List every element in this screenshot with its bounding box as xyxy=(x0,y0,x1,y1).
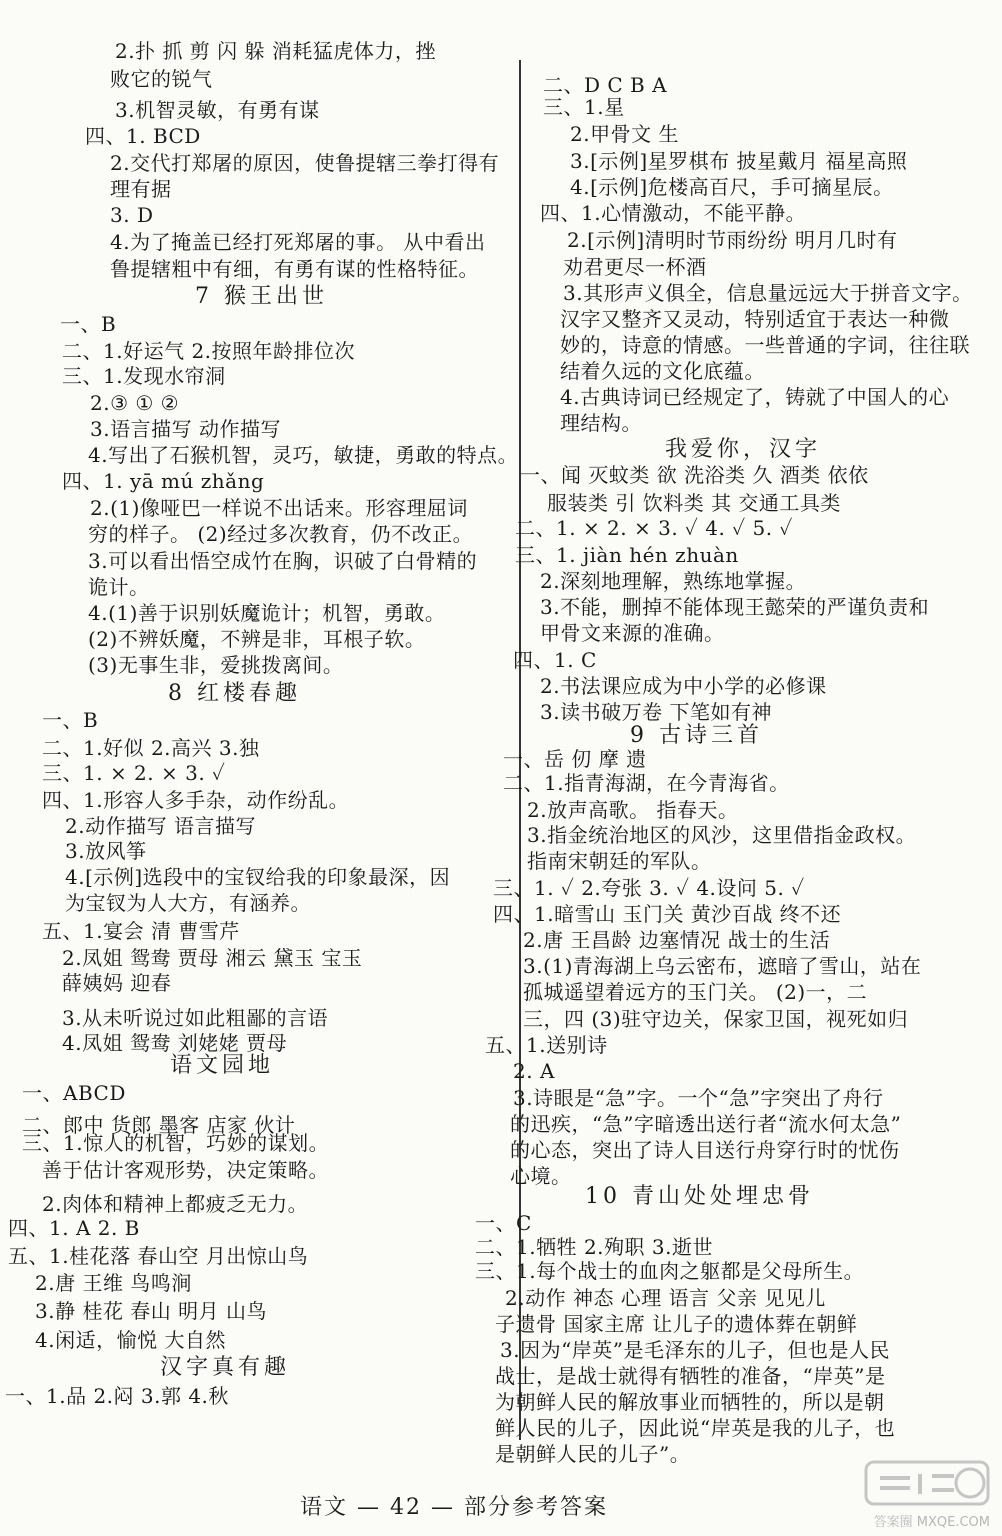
answer-line: 二、1.好运气 2.按照年龄排位次 xyxy=(62,339,356,363)
page-footer: 语文 — 42 — 部分参考答案 xyxy=(300,1495,608,1520)
section-heading: 8 红楼春趣 xyxy=(168,681,301,706)
answer-line: 2.深刻地理解，熟练地掌握。 xyxy=(540,569,807,593)
answer-line: 五、1.宴会 清 曹雪芹 xyxy=(42,919,240,943)
answer-line: 3.语言描写 动作描写 xyxy=(90,417,281,441)
answer-line: 战士，是战士就得有牺牲的准备，“岸英”是 xyxy=(495,1364,886,1388)
answer-line: 三，四 (3)驻守边关，保家卫国，视死如归 xyxy=(523,1007,909,1031)
answer-line: 四、1.暗雪山 玉门关 黄沙百战 终不还 xyxy=(493,902,842,926)
answer-line: 三、1. × 2. × 3. ✓ xyxy=(42,761,226,785)
answer-line: 鲜人民的儿子，因此说“岸英是我的儿子，也 xyxy=(495,1416,896,1440)
answer-line: 子遗骨 国家主席 让儿子的遗体葬在朝鲜 xyxy=(495,1312,858,1336)
answer-line: 劝君更尽一杯酒 xyxy=(563,255,707,279)
answer-line: 3.[示例]星罗棋布 披星戴月 福星高照 xyxy=(570,149,908,173)
answer-line: 4.写出了石猴机智，灵巧，敏捷，勇敢的特点。 xyxy=(88,443,519,467)
answer-line: 4.[示例]危楼高百尺，手可摘星辰。 xyxy=(570,175,894,199)
answer-line: 五、1.桂花落 春山空 月出惊山鸟 xyxy=(8,1244,309,1268)
answer-line: 甲骨文来源的准确。 xyxy=(540,621,725,645)
answer-line: 二、D C B A xyxy=(543,73,668,97)
answer-line: 败它的锐气 xyxy=(110,67,213,91)
answer-line: 4.(1)善于识别妖魔诡计；机智，勇敢。 xyxy=(88,601,446,625)
answer-line: 的迅疾，“急”字暗透出送行者“流水何太急” xyxy=(510,1112,902,1136)
answer-line: 为朝鲜人民的解放事业而牺牲的，所以是朝 xyxy=(495,1390,885,1414)
answer-line: 四、1.形容人多手杂，动作纷乱。 xyxy=(42,788,350,812)
answer-line: 一、闻 灭蚊类 欲 洗浴类 久 酒类 依依 xyxy=(520,463,869,487)
section-heading: 语文园地 xyxy=(170,1053,275,1078)
answer-line: 2. A xyxy=(513,1059,555,1083)
answer-line: 2.甲骨文 生 xyxy=(570,122,679,146)
answer-line: 的心态，突出了诗人目送行舟穿行时的忧伤 xyxy=(510,1138,900,1162)
section-heading: 9 古诗三首 xyxy=(630,723,763,748)
answer-line: 三、1. ✓ 2.夸张 3. ✓ 4.设问 5. ✓ xyxy=(493,876,805,900)
answer-line: 2.扑 抓 剪 闪 躲 消耗猛虎体力，挫 xyxy=(115,39,436,63)
answer-line: 薛姨妈 迎春 xyxy=(62,971,172,995)
answer-line: 结着久远的文化底蕴。 xyxy=(560,359,765,383)
answer-line: 三、1.每个战士的血肉之躯都是父母所生。 xyxy=(475,1259,865,1283)
answer-line: (3)无事生非，爱挑拨离间。 xyxy=(88,653,344,677)
answer-line: 二、郎中 货郎 墨客 店家 伙计 xyxy=(22,1113,296,1137)
answer-line: 孤城遥望着远方的玉门关。 (2)一，二 xyxy=(523,980,868,1004)
answer-line: 五、1.送别诗 xyxy=(485,1033,608,1057)
section-heading: 7 猴王出世 xyxy=(195,284,328,309)
answer-line: 3.(1)青海湖上乌云密布，遮暗了雪山，站在 xyxy=(523,954,922,978)
answer-line: 4.闲适，愉悦 大自然 xyxy=(35,1328,226,1352)
answer-line: 是朝鲜人民的儿子”。 xyxy=(495,1442,691,1466)
answer-line: 理有据 xyxy=(110,177,172,201)
section-heading: 10 青山处处埋忠骨 xyxy=(585,1184,814,1209)
answer-line: 2.动作 神态 心理 语言 父亲 见见儿 xyxy=(505,1286,826,1310)
answer-line: (2)不辨妖魔，不辨是非，耳根子软。 xyxy=(88,627,426,651)
answer-line: 3.指金统治地区的风沙，这里借指金政权。 xyxy=(527,823,917,847)
answer-line: 一、岳 仞 摩 遗 xyxy=(503,747,647,771)
answer-line: 妙的，诗意的情感。一些普通的字词，往往联 xyxy=(560,333,970,357)
answer-line: 3.诗眼是“急”字。一个“急”字突出了舟行 xyxy=(513,1086,884,1110)
answer-line: 3.读书破万卷 下笔如有神 xyxy=(540,700,772,724)
answer-line: 穷的样子。 (2)经过多次教育，仍不改正。 xyxy=(88,522,474,546)
answer-line: 四、1. yā mú zhǎng xyxy=(62,469,265,493)
answer-line: 2.交代打郑屠的原因，使鲁提辖三拳打得有 xyxy=(110,151,500,175)
section-heading: 汉字真有趣 xyxy=(160,1355,291,1380)
answer-line: 2.凤姐 鸳鸯 贾母 湘云 黛玉 宝玉 xyxy=(62,946,363,970)
answer-line: 2.唐 王昌龄 边塞情况 战士的生活 xyxy=(523,928,831,952)
answer-line: 指南宋朝廷的军队。 xyxy=(527,849,712,873)
answer-line: 3.静 桂花 春山 明月 山鸟 xyxy=(35,1299,268,1323)
answer-line: 4.凤姐 鸳鸯 刘姥姥 贾母 xyxy=(62,1031,288,1055)
watermark-text: 答案圈 MXQE.COM xyxy=(873,1515,990,1530)
answer-line: 2.书法课应成为中小学的必修课 xyxy=(540,674,827,698)
answer-line: 2.肉体和精神上都疲乏无力。 xyxy=(42,1192,309,1216)
answer-line: 4.[示例]选段中的宝钗给我的印象最深，因 xyxy=(65,865,451,889)
answer-line: 2.动作描写 语言描写 xyxy=(65,814,256,838)
answer-line: 4.为了掩盖已经打死郑屠的事。 从中看出 xyxy=(110,230,486,254)
answer-line: 一、B xyxy=(42,708,99,732)
answer-line: 心境。 xyxy=(510,1164,572,1188)
answer-line: 4.古典诗词已经规定了，铸就了中国人的心 xyxy=(560,385,950,409)
answer-line: 理结构。 xyxy=(560,411,642,435)
answer-line: 2.③ ① ② xyxy=(90,391,180,415)
answer-line: 3.其形声义俱全，信息量远远大于拼音文字。 xyxy=(563,281,973,305)
section-heading: 我爱你，汉字 xyxy=(665,437,822,462)
answer-line: 四、1. C xyxy=(513,648,597,672)
answer-line: 三、1. jiàn hén zhuàn xyxy=(515,543,739,567)
answer-line: 2.唐 王维 鸟鸣涧 xyxy=(35,1271,192,1295)
answer-line: 三、1.惊人的机智，巧妙的谋划。 xyxy=(22,1131,330,1155)
answer-line: 二、1.指青海湖，在今青海省。 xyxy=(503,771,790,795)
answer-line: 一、1.品 2.闷 3.郭 4.秋 xyxy=(5,1384,229,1408)
answer-line: 四、1. BCD xyxy=(85,124,201,148)
answer-line: 2.放声高歌。 指春天。 xyxy=(527,798,739,822)
answer-line: 3. D xyxy=(110,203,154,227)
answer-line: 3.可以看出悟空成竹在胸，识破了白骨精的 xyxy=(88,549,478,573)
answer-line: 鲁提辖粗中有细，有勇有谋的性格特征。 xyxy=(110,257,479,281)
answer-line: 三、1.星 xyxy=(543,95,625,119)
answer-line: 四、1.心情激动，不能平静。 xyxy=(540,201,807,225)
answer-line: 3.机智灵敏，有勇有谋 xyxy=(115,98,320,122)
answer-line: 二、1. × 2. × 3. ✓ 4. ✓ 5. ✓ xyxy=(515,516,793,540)
answer-line: 3.不能，删掉不能体现王懿荣的严谨负责和 xyxy=(540,595,930,619)
answer-line: 二、1.好似 2.高兴 3.独 xyxy=(42,736,260,760)
answer-line: 一、ABCD xyxy=(22,1081,126,1105)
answer-line: 诡计。 xyxy=(88,575,150,599)
answer-line: 2.(1)像哑巴一样说不出话来。形容理屈词 xyxy=(90,496,468,520)
answer-line: 一、C xyxy=(475,1211,532,1235)
answer-line: 汉字又整齐又灵动，特别适宜于表达一种微 xyxy=(560,307,950,331)
answer-line: 善于估计客观形势，决定策略。 xyxy=(42,1158,329,1182)
answer-line: 3.放风筝 xyxy=(65,839,147,863)
answer-line: 二、1.牺牲 2.殉职 3.逝世 xyxy=(475,1235,713,1259)
answer-line: 3.从未听说过如此粗鄙的言语 xyxy=(62,1006,329,1030)
answer-line: 2.[示例]清明时节雨纷纷 明月几时有 xyxy=(567,228,898,252)
answer-line: 一、B xyxy=(60,312,117,336)
answer-line: 为宝钗为人大方，有涵养。 xyxy=(65,891,311,915)
answer-line: 3.因为“岸英”是毛泽东的儿子，但也是人民 xyxy=(500,1338,891,1362)
answer-line: 服装类 引 饮料类 其 交通工具类 xyxy=(547,491,841,515)
answer-line: 四、1. A 2. B xyxy=(8,1216,140,1240)
answer-line: 三、1.发现水帘洞 xyxy=(62,364,226,388)
